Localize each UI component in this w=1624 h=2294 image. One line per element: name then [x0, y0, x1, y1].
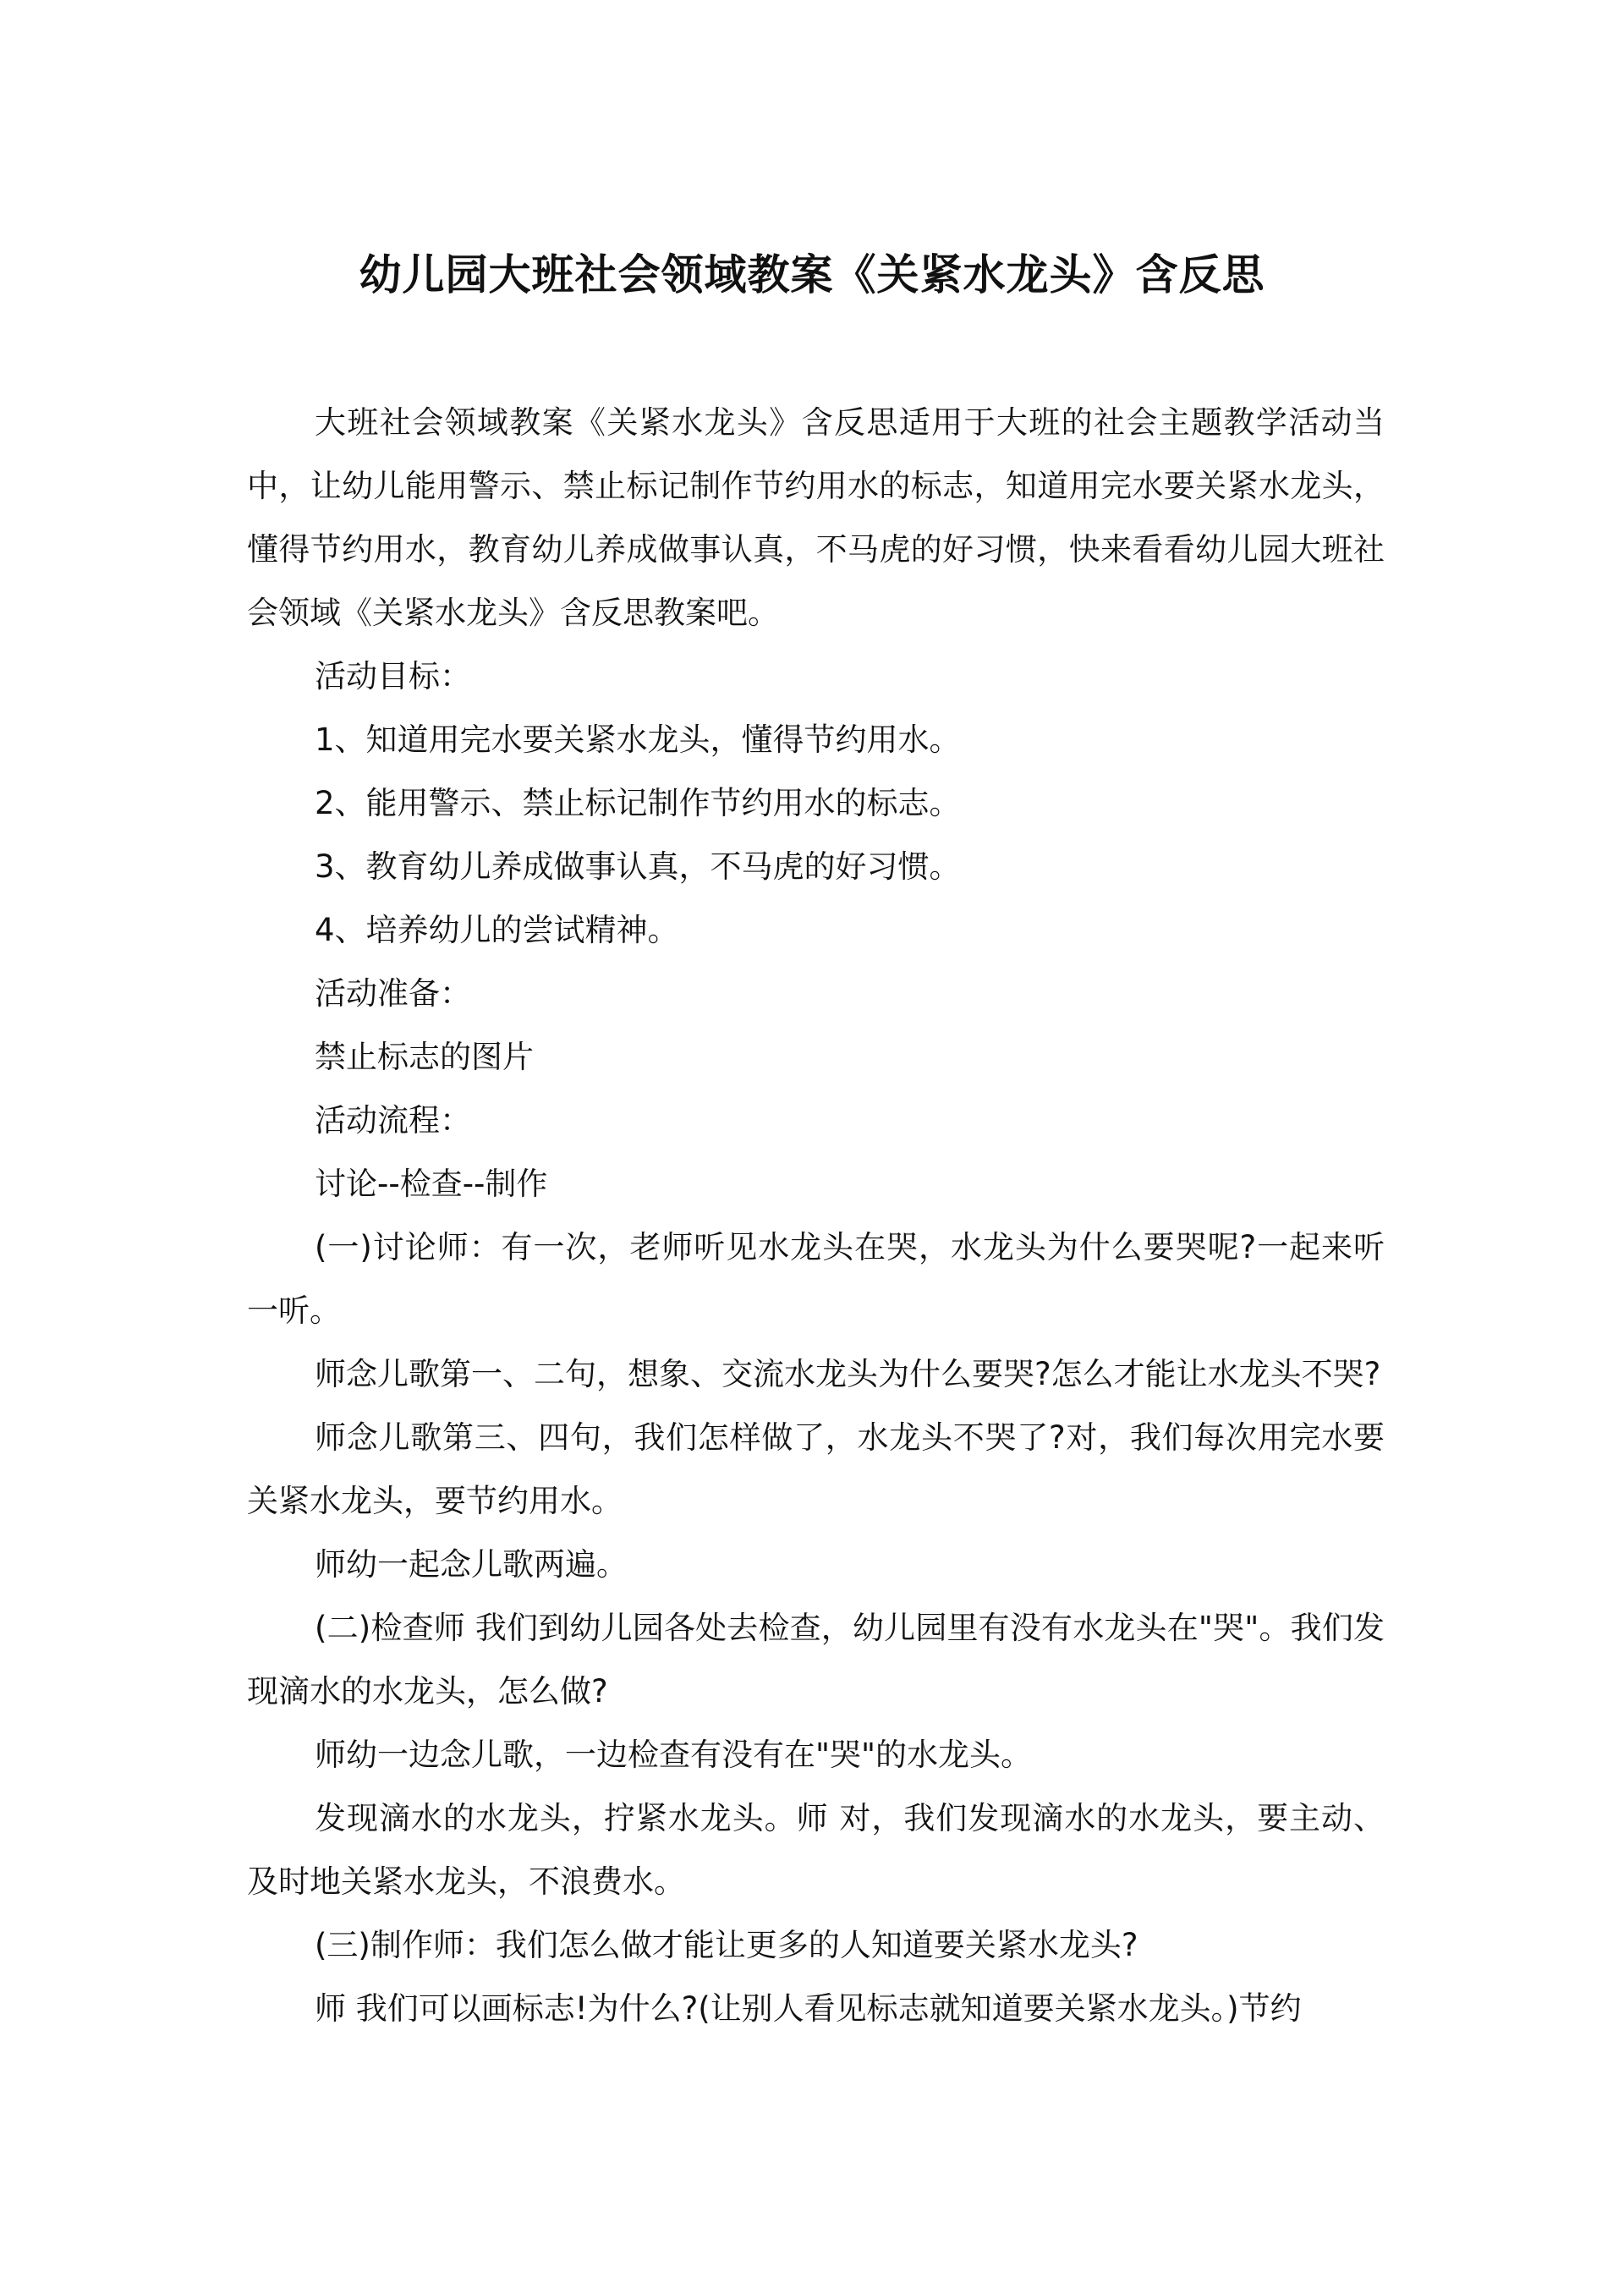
- paragraph-check: (二)检查师 我们到幼儿园各处去检查，幼儿园里有没有水龙头在"哭"。我们发现滴水的水龙头，怎么做?: [247, 1610, 1385, 1710]
- paragraph-prep-heading: 活动准备：: [315, 975, 471, 1012]
- paragraph-goals-heading: 活动目标：: [315, 658, 471, 694]
- paragraph-goal-1: 1、知道用完水要关紧水龙头，懂得节约用水。: [315, 722, 961, 758]
- paragraph-intro: 大班社会领域教案《关紧水龙头》含反思适用于大班的社会主题教学活动当中，让幼儿能用警示、禁止标记制作节约用水的标志，知道用完水要关紧水龙头，懂得节约用水，教育幼儿养成做事认真，不马虎的好习惯，快来看看幼儿园大班社会领域《关紧水龙头》含反思教案吧。: [247, 404, 1385, 631]
- paragraph-discuss: (一)讨论师：有一次，老师听见水龙头在哭，水龙头为什么要哭呢?一起来听一听。: [247, 1229, 1385, 1329]
- paragraph-rhyme-1-2: 师念儿歌第一、二句，想象、交流水龙头为什么要哭?怎么才能让水龙头不哭?: [315, 1356, 1381, 1392]
- paragraph-check-rhyme: 师幼一边念儿歌，一边检查有没有在"哭"的水龙头。: [315, 1737, 1033, 1773]
- document-body: [247, 391, 1385, 2040]
- paragraph-goal-3: 3、教育幼儿养成做事认真，不马虎的好习惯。: [315, 848, 961, 885]
- paragraph-process-steps: 讨论--检查--制作: [315, 1166, 548, 1202]
- paragraph-goal-4: 4、培养幼儿的尝试精神。: [315, 912, 679, 948]
- paragraph-rhyme-3-4: 师念儿歌第三、四句，我们怎样做了，水龙头不哭了?对，我们每次用完水要关紧水龙头，要节约用水。: [247, 1419, 1385, 1519]
- paragraph-make: (三)制作师：我们怎么做才能让更多的人知道要关紧水龙头?: [315, 1927, 1138, 1963]
- paragraph-rhyme-together: 师幼一起念儿歌两遍。: [315, 1546, 628, 1583]
- paragraph-goal-2: 2、能用警示、禁止标记制作节约用水的标志。: [315, 785, 961, 821]
- paragraph-process-heading: 活动流程：: [315, 1102, 471, 1139]
- document-title: 幼儿园大班社会领域教案《关紧水龙头》含反思: [359, 250, 1265, 299]
- paragraph-draw-sign: 师 我们可以画标志!为什么?(让别人看见标志就知道要关紧水龙头。)节约: [315, 1990, 1302, 2027]
- paragraph-found-dripping: 发现滴水的水龙头，拧紧水龙头。师 对，我们发现滴水的水龙头，要主动、及时地关紧水龙头，不浪费水。: [247, 1800, 1385, 1900]
- paragraph-prep-item: 禁止标志的图片: [315, 1039, 534, 1075]
